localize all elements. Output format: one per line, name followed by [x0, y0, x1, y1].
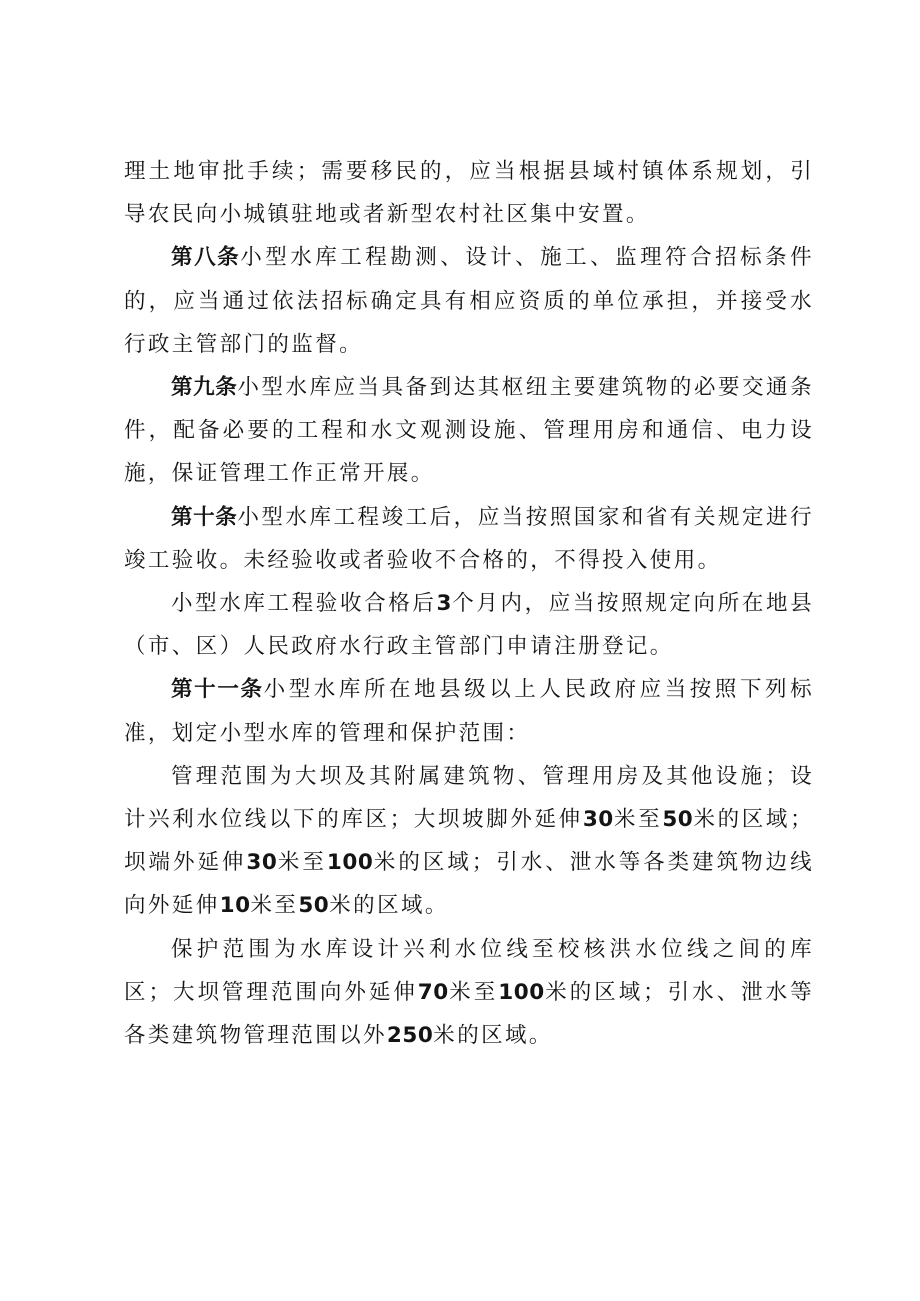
- paragraph-protection-scope: [124, 928, 814, 1058]
- number-value: 30: [582, 807, 614, 833]
- article-number: 第十条: [171, 504, 238, 530]
- paragraph-text: 小型水库应当具备到达其枢纽主要建筑物的必要交通条件，配备必要的工程和水文观测设施、管理用房和通信、电力设施，保证管理工作正常开展。: [124, 375, 814, 487]
- paragraph-text: 理土地审批手续；需要移民的，应当根据县域村镇体系规划，引导农民向小城镇驻地或者新型农村社区集中安置。: [124, 159, 814, 228]
- paragraph-article-10-registration: [124, 582, 814, 668]
- number-value: 10: [219, 893, 251, 919]
- paragraph-text: 小型水库所在地县级以上人民政府应当按照下列标准，划定小型水库的管理和保护范围：: [124, 677, 814, 746]
- number-value: 3: [436, 591, 452, 617]
- number-value: 30: [246, 850, 278, 876]
- number-value: 100: [326, 850, 374, 876]
- paragraph-management-scope: [124, 755, 814, 928]
- paragraph-article-10: [124, 496, 814, 582]
- paragraph-text: 管理范围为大坝及其附属建筑物、管理用房及其他设施；设计兴利水位线以下的库区；大坝坡脚外延伸: [124, 763, 814, 833]
- paragraph-text: 米的区域；引水、泄水等各类建筑物边线向外延伸: [124, 850, 814, 919]
- paragraph-article-11: [124, 668, 814, 754]
- number-value: 50: [662, 807, 694, 833]
- paragraph-text: 米至: [613, 807, 663, 833]
- paragraph-text: 米至: [277, 850, 327, 876]
- document-body: [124, 150, 814, 1057]
- number-value: 70: [417, 979, 449, 1005]
- paragraph-text: 米的区域；引水、泄水等各类建筑物管理范围以外: [124, 979, 814, 1049]
- paragraph-article-8: [124, 236, 814, 366]
- number-value: 250: [386, 1023, 434, 1049]
- paragraph-text: 米的区域；坝端外延伸: [124, 807, 814, 876]
- paragraph-continuation: [124, 150, 814, 236]
- article-number: 第十一条: [171, 677, 264, 703]
- paragraph-text: 米至: [250, 893, 299, 919]
- article-number: 第八条: [171, 245, 241, 271]
- paragraph-text: 保护范围为水库设计兴利水位线至校核洪水位线之间的库区；大坝管理范围向外延伸: [124, 936, 814, 1005]
- paragraph-text: 小型水库工程勘测、设计、施工、监理符合招标条件的，应当通过依法招标确定具有相应资质的单位承担，并接受水行政主管部门的监督。: [124, 245, 814, 357]
- paragraph-text: 个月内，应当按照规定向所在地县（市、区）人民政府水行政主管部门申请注册登记。: [124, 591, 814, 660]
- number-value: 50: [298, 893, 330, 919]
- article-number: 第九条: [171, 375, 238, 401]
- paragraph-text: 米的区域。: [329, 893, 449, 919]
- paragraph-article-9: [124, 366, 814, 496]
- number-value: 100: [498, 979, 545, 1005]
- paragraph-text: 小型水库工程竣工后，应当按照国家和省有关规定进行竣工验收。未经验收或者验收不合格的，不得投入使用。: [124, 504, 814, 573]
- paragraph-text: 小型水库工程验收合格后: [171, 591, 437, 617]
- paragraph-text: 米的区域。: [433, 1023, 553, 1049]
- paragraph-text: 米至: [448, 979, 499, 1005]
